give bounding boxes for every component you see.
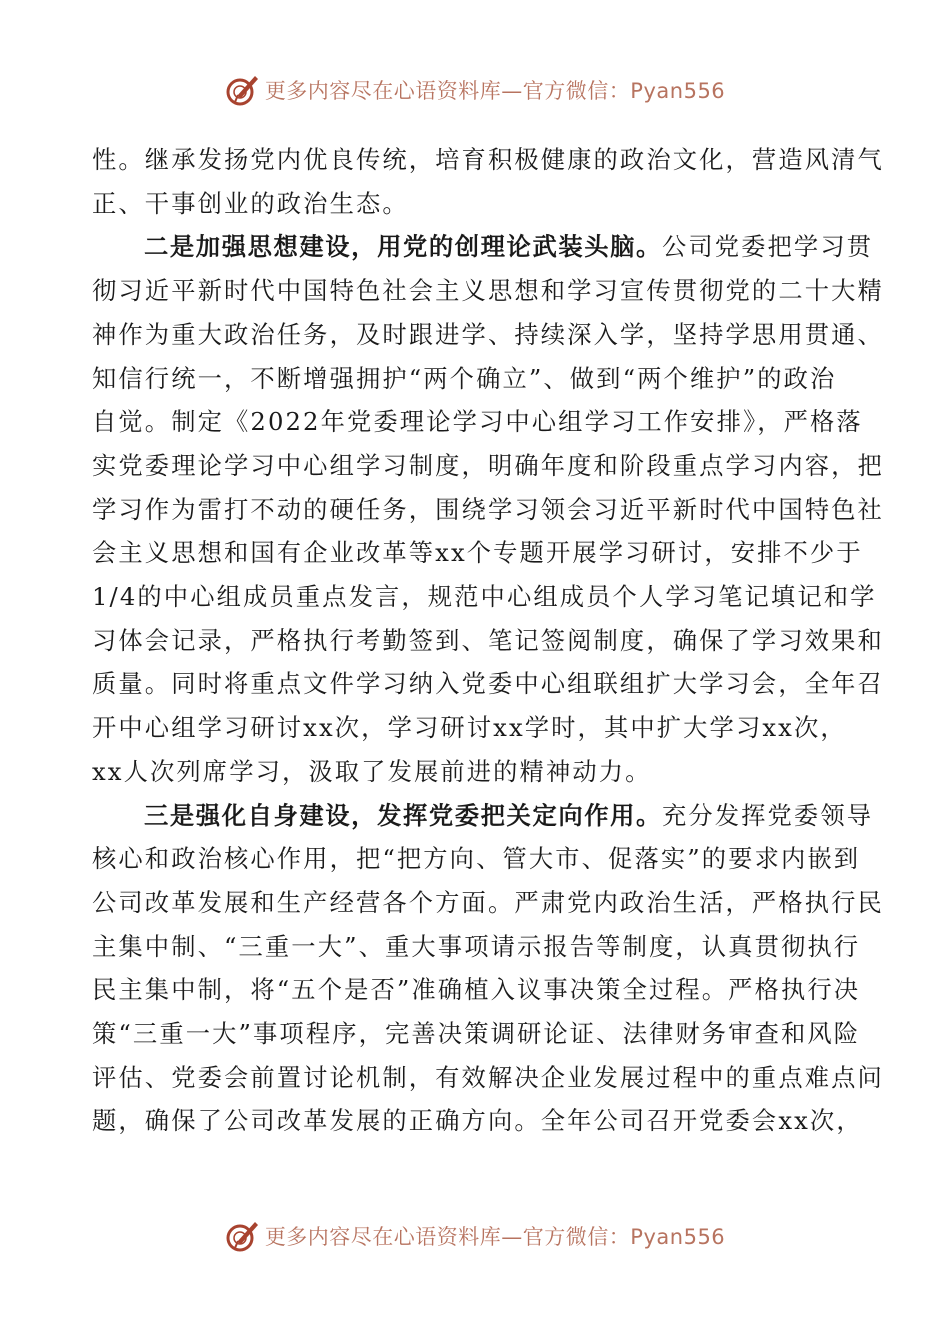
text-line: 公司改革发展和生产经营各个方面。严肃党内政治生活，严格执行民 (92, 887, 884, 917)
text-line: 主集中制、“三重一大”、重大事项请示报告等制度，认真贯彻执行 (92, 931, 861, 961)
text-line (92, 225, 874, 269)
document-body (92, 138, 884, 1143)
text-line: 民主集中制，将“五个是否”准确植入议事决策全过程。严格执行决 (92, 975, 861, 1005)
text-line: 1/4的中心组成员重点发言，规范中心组成员个人学习笔记填记和学 (92, 582, 877, 612)
text-line: 性。继承发扬党内优良传统，培育积极健康的政治文化，营造风清气 (92, 145, 884, 174)
text-line: 神作为重大政治任务，及时跟进学、持续深入学，坚持学思用贯通、 (92, 319, 884, 349)
text-line: 实党委理论学习中心组学习制度，明确年度和阶段重点学习内容，把 (92, 450, 884, 480)
text-line: 知信行统一，不断增强拥护“两个确立”、做到“两个维护”的政治 (92, 363, 837, 393)
footer-banner (0, 1216, 950, 1256)
paragraph-heading: 二是加强思想建设，用党的创理论武装头脑。 (144, 232, 662, 262)
text-line: 正、干事创业的政治生态。 (92, 188, 409, 218)
text-line: 题，确保了公司改革发展的正确方向。全年公司召开党委会xx次， (92, 1106, 863, 1136)
text-line: xx人次列席学习，汲取了发展前进的精神动力。 (92, 756, 652, 786)
quill-seal-icon (225, 72, 261, 108)
paragraph-self-building (92, 794, 884, 1144)
text-fragment: 公司党委把学习贯 (661, 232, 874, 262)
text-line: 习体会记录，严格执行考勤签到、笔记签阅制度，确保了学习效果和 (92, 625, 884, 655)
text-line: 会主义思想和国有企业改革等xx个专题开展学习研讨，安排不少于 (92, 538, 863, 568)
paragraph-thought-building (92, 225, 884, 793)
text-line: 自觉。制定《2022年党委理论学习中心组学习工作安排》，严格落 (92, 407, 863, 437)
header-banner (0, 70, 950, 110)
paragraph-continued (92, 138, 884, 225)
text-line: 学习作为雷打不动的硬任务，围绕学习领会习近平新时代中国特色社 (92, 494, 884, 524)
text-line: 彻习近平新时代中国特色社会主义思想和学习宣传贯彻党的二十大精 (92, 276, 884, 306)
text-line: 评估、党委会前置讨论机制，有效解决企业发展过程中的重点难点问 (92, 1062, 884, 1092)
paragraph-heading: 三是强化自身建设，发挥党委把关定向作用。 (144, 800, 662, 830)
text-line: 开中心组学习研讨xx次，学习研讨xx学时，其中扩大学习xx次， (92, 713, 847, 743)
text-fragment: 充分发挥党委领导 (661, 800, 874, 830)
text-line (92, 794, 874, 838)
banner-text: 更多内容尽在心语资料库—官方微信：Pyan556 (264, 1225, 726, 1249)
quill-seal-icon (225, 1218, 261, 1254)
text-line: 核心和政治核心作用，把“把方向、管大市、促落实”的要求内嵌到 (92, 844, 861, 874)
text-line: 质量。同时将重点文件学习纳入党委中心组联组扩大学习会，全年召 (92, 669, 884, 699)
text-line: 策“三重一大”事项程序，完善决策调研论证、法律财务审查和风险 (92, 1019, 861, 1049)
banner-text: 更多内容尽在心语资料库—官方微信：Pyan556 (264, 79, 726, 103)
